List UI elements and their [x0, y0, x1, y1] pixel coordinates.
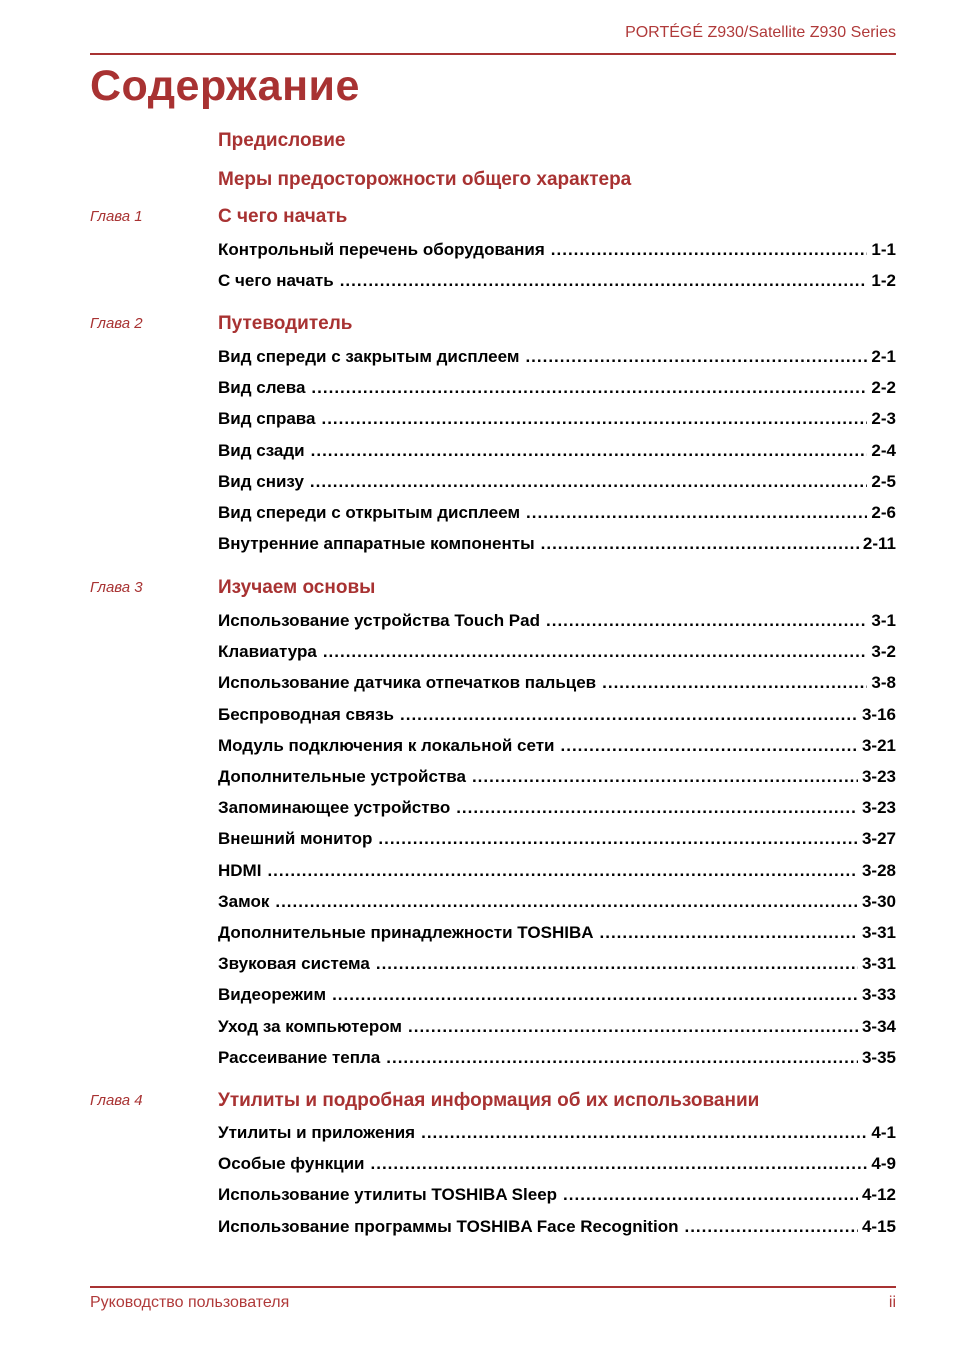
toc-entry-page: 3-27 — [861, 829, 896, 848]
toc-entry-page: 3-2 — [871, 642, 896, 661]
toc-entry[interactable] — [218, 954, 896, 974]
toc-entry[interactable] — [218, 240, 896, 260]
toc-entry-text: Внешний монитор — [218, 829, 373, 848]
toc-entry-page: 3-23 — [861, 767, 896, 786]
toc-entry[interactable] — [218, 611, 896, 631]
chapter-label: Глава 3 — [90, 579, 143, 596]
toc-entry-text: Внутренние аппаратные компоненты — [218, 534, 535, 553]
dot-leader — [311, 378, 867, 398]
dot-leader — [371, 1154, 868, 1174]
toc-entry-text: Контрольный перечень оборудования — [218, 240, 545, 259]
toc-entry-page: 3-23 — [861, 798, 896, 817]
toc-entry[interactable] — [218, 1123, 896, 1143]
dot-leader — [408, 1017, 858, 1037]
toc-entry[interactable] — [218, 705, 896, 725]
toc-entry-text: Вид спереди с открытым дисплеем — [218, 503, 521, 522]
toc-entry-text: Использование программы TOSHIBA Face Recognition — [218, 1217, 679, 1236]
toc-entry-page: 2-6 — [871, 503, 896, 522]
dot-leader — [561, 736, 858, 756]
toc-entry-text: Беспроводная связь — [218, 705, 394, 724]
toc-entry[interactable] — [218, 798, 896, 818]
toc-entry[interactable] — [218, 829, 896, 849]
toc-entry[interactable] — [218, 985, 896, 1005]
toc-entry-text: Вид слева — [218, 378, 306, 397]
toc-entry-page: 2-4 — [871, 441, 896, 460]
toc-entry-page: 4-15 — [861, 1217, 896, 1236]
dot-leader — [340, 271, 868, 291]
dot-leader — [275, 892, 858, 912]
chapter-title[interactable]: Путеводитель — [218, 313, 353, 334]
toc-entry-text: Видеорежим — [218, 985, 327, 1004]
toc-entry[interactable] — [218, 861, 896, 881]
toc-entry-page: 4-1 — [871, 1123, 896, 1142]
toc-entry-page: 3-33 — [861, 985, 896, 1004]
toc-entry-text: Дополнительные принадлежности TOSHIBA — [218, 923, 594, 942]
dot-leader — [421, 1123, 867, 1143]
dot-leader — [600, 923, 858, 943]
dot-leader — [546, 611, 867, 631]
page-number: ii — [888, 1294, 896, 1311]
toc-entry[interactable] — [218, 736, 896, 756]
dot-leader — [525, 347, 867, 367]
toc-entry[interactable] — [218, 441, 896, 461]
toc-entry-text: Вид спереди с закрытым дисплеем — [218, 347, 520, 366]
chapter-title[interactable]: Изучаем основы — [218, 577, 376, 598]
toc-entry-page: 2-2 — [871, 378, 896, 397]
dot-leader — [323, 642, 868, 662]
dot-leader — [386, 1048, 858, 1068]
toc-entry-text: Использование утилиты TOSHIBA Sleep — [218, 1185, 558, 1204]
toc-entry-text: Особые функции — [218, 1154, 365, 1173]
dot-leader — [310, 472, 868, 492]
footer-rule — [90, 1286, 896, 1288]
toc-entry-text: Модуль подключения к локальной сети — [218, 736, 555, 755]
dot-leader — [602, 673, 867, 693]
toc-entry-page: 3-21 — [861, 736, 896, 755]
dot-leader — [321, 409, 867, 429]
dot-leader — [376, 954, 858, 974]
toc-entry-text: Вид справа — [218, 409, 316, 428]
toc-entry[interactable] — [218, 534, 896, 554]
toc-entry[interactable] — [218, 271, 896, 291]
toc-entry-page: 2-11 — [862, 534, 896, 553]
toc-entry[interactable] — [218, 892, 896, 912]
toc-entry-page: 3-16 — [861, 705, 896, 724]
toc-foreword[interactable]: Предисловие — [218, 130, 346, 151]
toc-entry-text: HDMI — [218, 861, 262, 880]
dot-leader — [551, 240, 868, 260]
toc-entry-page: 1-2 — [871, 271, 896, 290]
toc-entry-text: С чего начать — [218, 271, 334, 290]
chapter-title[interactable]: Утилиты и подробная информация об их использовании — [218, 1090, 760, 1111]
toc-entry[interactable] — [218, 409, 896, 429]
toc-entry[interactable] — [218, 1217, 896, 1237]
toc-entry[interactable] — [218, 472, 896, 492]
toc-entry-page: 2-5 — [871, 472, 896, 491]
toc-entry-page: 2-1 — [871, 347, 896, 366]
toc-entry-text: Использование устройства Touch Pad — [218, 611, 540, 630]
dot-leader — [456, 798, 858, 818]
header-rule — [90, 53, 896, 55]
toc-entry[interactable] — [218, 1185, 896, 1205]
dot-leader — [378, 829, 858, 849]
dot-leader — [472, 767, 858, 787]
toc-entry-page: 3-28 — [861, 861, 896, 880]
toc-entry-page: 3-31 — [861, 923, 896, 942]
footer-manual-title: Руководство пользователя — [90, 1294, 290, 1311]
dot-leader — [541, 534, 859, 554]
toc-entry-page: 3-30 — [861, 892, 896, 911]
toc-entry[interactable] — [218, 378, 896, 398]
toc-entry-text: Дополнительные устройства — [218, 767, 466, 786]
chapter-label: Глава 2 — [90, 315, 143, 332]
toc-entry[interactable] — [218, 923, 896, 943]
dot-leader — [400, 705, 858, 725]
toc-entry[interactable] — [218, 642, 896, 662]
toc-entry-text: Звуковая система — [218, 954, 370, 973]
toc-entry[interactable] — [218, 1154, 896, 1174]
chapter-title[interactable]: С чего начать — [218, 206, 348, 227]
chapter-label: Глава 1 — [90, 208, 143, 225]
toc-entry-text: Вид снизу — [218, 472, 304, 491]
toc-entry[interactable] — [218, 767, 896, 787]
toc-entry[interactable] — [218, 1017, 896, 1037]
chapter-label: Глава 4 — [90, 1092, 143, 1109]
toc-entry-page: 1-1 — [871, 240, 896, 259]
toc-entry-text: Запоминающее устройство — [218, 798, 451, 817]
toc-entry-text: Вид сзади — [218, 441, 305, 460]
dot-leader — [526, 503, 867, 523]
dot-leader — [311, 441, 868, 461]
toc-entry-page: 3-35 — [861, 1048, 896, 1067]
toc-entry-text: Клавиатура — [218, 642, 317, 661]
toc-entry[interactable] — [218, 673, 896, 693]
toc-entry[interactable] — [218, 347, 896, 367]
toc-entry-page: 3-8 — [871, 673, 896, 692]
toc-entry[interactable] — [218, 503, 896, 523]
toc-entry-page: 3-34 — [861, 1017, 896, 1036]
toc-entry-page: 3-31 — [861, 954, 896, 973]
dot-leader — [563, 1185, 858, 1205]
page-title: Содержание — [90, 62, 360, 110]
toc-entry-text: Рассеивание тепла — [218, 1048, 381, 1067]
dot-leader — [332, 985, 858, 1005]
dot-leader — [684, 1217, 858, 1237]
toc-entry-page: 4-12 — [861, 1185, 896, 1204]
toc-entry-text: Замок — [218, 892, 270, 911]
toc-entry-text: Использование датчика отпечатков пальцев — [218, 673, 597, 692]
toc-entry-text: Утилиты и приложения — [218, 1123, 416, 1142]
dot-leader — [267, 861, 858, 881]
toc-entry-page: 3-1 — [871, 611, 896, 630]
running-header: PORTÉGÉ Z930/Satellite Z930 Series — [625, 24, 896, 41]
toc-entry[interactable] — [218, 1048, 896, 1068]
toc-precautions[interactable]: Меры предосторожности общего характера — [218, 169, 632, 190]
toc-entry-page: 4-9 — [871, 1154, 896, 1173]
toc-entry-text: Уход за компьютером — [218, 1017, 402, 1036]
toc-entry-page: 2-3 — [871, 409, 896, 428]
